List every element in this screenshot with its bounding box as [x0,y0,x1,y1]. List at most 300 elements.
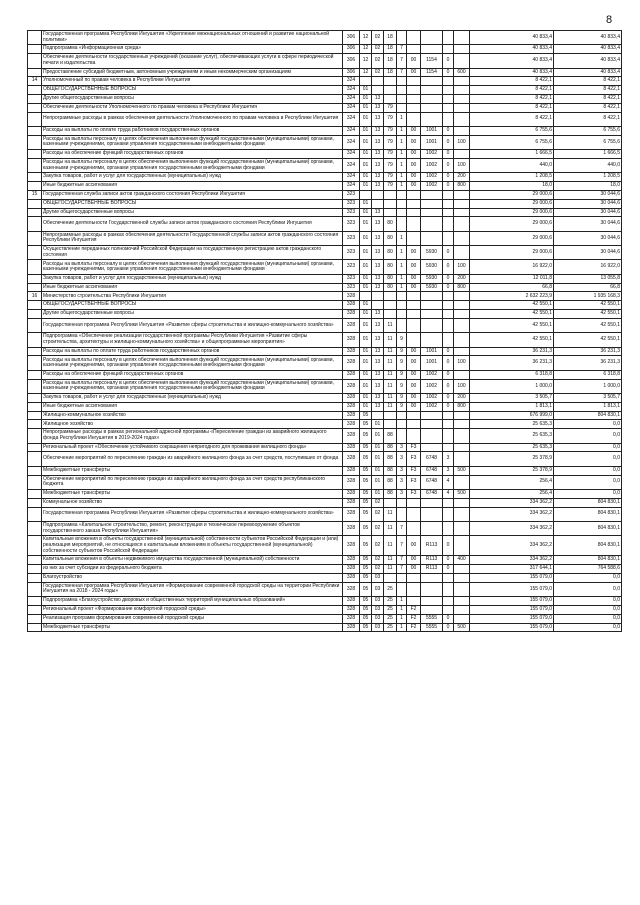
code-subprogram: 3 [397,452,407,466]
code-program: 11 [384,356,397,370]
row-number [28,565,42,574]
code-direction: 5555 [421,623,443,632]
code-event: 00 [407,182,421,191]
amount-year-2: 1 000,0 [554,379,622,393]
code-program: 80 [384,231,397,245]
code-ministry: 328 [343,565,360,574]
amount-year-1: 334 362,2 [470,536,554,556]
code-event: F2 [407,614,421,623]
budget-table-body [28,31,622,632]
code-subsection: 13 [372,246,384,260]
code-direction-suffix [443,443,454,452]
code-ministry: 306 [343,45,360,54]
code-expense-type: 100 [454,356,470,370]
code-direction-suffix: 0 [443,126,454,135]
code-section: 01 [360,246,372,260]
code-section: 12 [360,31,372,45]
code-event: F3 [407,466,421,475]
code-ministry: 328 [343,420,360,429]
code-ministry: 328 [343,301,360,310]
code-direction-suffix [443,429,454,443]
amount-year-2: 0,0 [554,614,622,623]
amount-year-1: 42 550,1 [470,301,554,310]
code-program: 80 [384,246,397,260]
code-ministry: 323 [343,274,360,283]
code-direction [421,217,443,231]
code-ministry: 328 [343,379,360,393]
code-program [384,77,397,86]
amount-year-1: 29 000,6 [470,208,554,217]
code-section: 05 [360,507,372,521]
code-direction-suffix [443,301,454,310]
code-subsection [372,190,384,199]
code-direction [421,231,443,245]
row-description: Непрограммные расходы в рамках обеспечения деятельности Государственной службы записи актов гражданского состояния Республики Ингушетия [42,231,343,245]
code-subsection [372,292,384,301]
code-subprogram: 1 [397,597,407,606]
code-direction: 5930 [421,260,443,274]
code-ministry: 323 [343,199,360,208]
code-event: 00 [407,565,421,574]
code-subsection: 02 [372,498,384,507]
code-section: 01 [360,356,372,370]
table-row [28,301,622,310]
code-expense-type [454,411,470,420]
code-ministry: 328 [343,466,360,475]
code-direction [421,318,443,332]
code-direction-suffix: 0 [443,356,454,370]
code-section: 01 [360,86,372,95]
amount-year-1: 6 755,6 [470,126,554,135]
code-event: 00 [407,126,421,135]
amount-year-2: 0,0 [554,475,622,489]
code-ministry: 328 [343,292,360,301]
amount-year-2: 804 830,1 [554,521,622,535]
amount-year-2: 0,0 [554,443,622,452]
amount-year-1: 1 666,5 [470,150,554,159]
table-row [28,536,622,556]
code-ministry: 324 [343,158,360,172]
code-expense-type: 100 [454,158,470,172]
amount-year-2: 804 830,1 [554,536,622,556]
code-section [360,77,372,86]
code-expense-type [454,190,470,199]
code-event [407,208,421,217]
row-description: Министерство строительства Республики Ингушетия [42,292,343,301]
code-section: 05 [360,420,372,429]
code-expense-type [454,597,470,606]
row-number: 16 [28,292,42,301]
row-number [28,605,42,614]
row-description: Расходы на выплаты по оплате труда работников государственных органов [42,126,343,135]
code-direction-suffix [443,103,454,112]
code-expense-type [454,310,470,319]
code-ministry: 324 [343,94,360,103]
code-section: 05 [360,521,372,535]
code-ministry: 328 [343,507,360,521]
code-direction: 1001 [421,347,443,356]
code-direction-suffix [443,190,454,199]
row-number [28,103,42,112]
row-number [28,452,42,466]
code-program: 88 [384,452,397,466]
row-number: 15 [28,190,42,199]
code-subsection: 02 [372,68,384,77]
amount-year-1: 334 362,2 [470,556,554,565]
code-direction-suffix [443,112,454,126]
code-subsection: 13 [372,260,384,274]
row-number [28,112,42,126]
code-program [384,292,397,301]
code-subprogram: 9 [397,333,407,347]
code-expense-type [454,573,470,582]
code-direction [421,112,443,126]
row-number [28,573,42,582]
amount-year-2: 1 813,1 [554,402,622,411]
row-description: Предоставление субсидий бюджетным, автономным учреждениям и иным некоммерческим организациям [42,68,343,77]
amount-year-2: 42 550,1 [554,318,622,332]
code-ministry: 328 [343,623,360,632]
code-subprogram [397,208,407,217]
code-section: 01 [360,173,372,182]
code-direction-suffix [443,310,454,319]
code-subsection: 13 [372,347,384,356]
code-event: 00 [407,173,421,182]
table-row [28,443,622,452]
code-subsection: 13 [372,173,384,182]
amount-year-1: 155 079,0 [470,597,554,606]
code-expense-type: 200 [454,274,470,283]
code-expense-type [454,54,470,68]
table-row [28,45,622,54]
row-description: Непрограммные расходы в рамках региональной адресной программы «Переселение граждан из аварийного жилищного фонда Республики Ингушетия в 2019-2024 годах» [42,429,343,443]
row-description: Обеспечение мероприятий по переселению граждан из аварийного жилищного фонда за счет средств республиканского бюджета [42,475,343,489]
code-event [407,507,421,521]
code-subprogram: 1 [397,112,407,126]
code-ministry: 328 [343,597,360,606]
code-direction [421,103,443,112]
code-subprogram: 7 [397,68,407,77]
code-expense-type: 100 [454,379,470,393]
code-direction-suffix [443,45,454,54]
code-direction [421,443,443,452]
row-description: Расходы на выплаты персоналу в целях обеспечения выполнения функций государственными (муниципальными) органами, казенными учреждениями, органами управления государственными внебюджетными фондами [42,356,343,370]
code-ministry: 324 [343,112,360,126]
amount-year-1: 8 422,1 [470,86,554,95]
row-number [28,310,42,319]
code-ministry: 306 [343,54,360,68]
amount-year-1: 1 208,5 [470,173,554,182]
code-expense-type [454,94,470,103]
row-number [28,158,42,172]
code-direction-suffix: 0 [443,158,454,172]
amount-year-2: 1 666,5 [554,150,622,159]
code-subsection: 13 [372,402,384,411]
code-direction-suffix: 0 [443,135,454,149]
code-section: 05 [360,623,372,632]
table-row [28,379,622,393]
code-direction-suffix [443,420,454,429]
code-program [384,498,397,507]
code-event [407,411,421,420]
code-direction [421,190,443,199]
amount-year-1: 36 231,3 [470,347,554,356]
code-direction: 6748 [421,475,443,489]
code-direction-suffix: 4 [443,489,454,498]
row-description: Коммунальное хозяйство [42,498,343,507]
code-ministry: 328 [343,536,360,556]
code-subprogram: 3 [397,475,407,489]
code-subprogram: 1 [397,614,407,623]
code-ministry: 328 [343,605,360,614]
row-description: Подпрограмма «Обеспечение реализации государственной программы Республики Ингушетия «Развитие сферы строительства, архитектуры и жилищно-коммунального хозяйства» и общепрограммные мероприятия» [42,333,343,347]
code-direction-suffix: 0 [443,347,454,356]
code-section: 01 [360,301,372,310]
code-expense-type [454,614,470,623]
row-description: Региональный проект «Формирование комфортной городской среды» [42,605,343,614]
code-expense-type [454,45,470,54]
code-subsection: 03 [372,605,384,614]
amount-year-1: 8 422,1 [470,103,554,112]
code-expense-type [454,498,470,507]
code-direction [421,411,443,420]
row-number [28,623,42,632]
code-subprogram [397,77,407,86]
code-ministry: 324 [343,77,360,86]
row-description: Закупка товаров, работ и услуг для государственных (муниципальных) нужд [42,274,343,283]
code-event: 00 [407,158,421,172]
code-program: 11 [384,347,397,356]
code-direction: 1002 [421,173,443,182]
code-ministry: 324 [343,173,360,182]
code-event: F2 [407,605,421,614]
amount-year-1: 40 833,4 [470,45,554,54]
code-program: 18 [384,45,397,54]
code-program [384,420,397,429]
code-direction-suffix: 0 [443,173,454,182]
code-program: 18 [384,31,397,45]
amount-year-2: 40 833,4 [554,68,622,77]
row-description: Межбюджетные трансферты [42,466,343,475]
row-number [28,394,42,403]
code-ministry: 324 [343,86,360,95]
row-description: Уполномоченный по правам человека в Республике Ингушетия [42,77,343,86]
code-program: 11 [384,402,397,411]
amount-year-1: 18,0 [470,182,554,191]
code-expense-type [454,536,470,556]
code-subprogram: 7 [397,45,407,54]
code-program [384,190,397,199]
amount-year-1: 29 000,6 [470,190,554,199]
code-subsection: 02 [372,556,384,565]
code-subprogram: 1 [397,150,407,159]
amount-year-2: 0,0 [554,573,622,582]
code-event [407,582,421,596]
code-subsection: 03 [372,573,384,582]
amount-year-2: 8 422,1 [554,112,622,126]
row-description: Обеспечение деятельности Государственной службы записи актов гражданского состояния Республики Ингушетия [42,217,343,231]
code-event [407,573,421,582]
table-row [28,347,622,356]
code-subsection: 01 [372,429,384,443]
code-section: 01 [360,394,372,403]
code-section: 05 [360,536,372,556]
code-ministry: 324 [343,150,360,159]
table-row [28,411,622,420]
code-subsection: 02 [372,31,384,45]
code-direction-suffix [443,605,454,614]
code-direction [421,573,443,582]
code-expense-type [454,31,470,45]
code-direction-suffix: 4 [443,475,454,489]
code-ministry: 328 [343,521,360,535]
amount-year-2: 0,0 [554,420,622,429]
code-ministry: 324 [343,103,360,112]
amount-year-2: 440,0 [554,158,622,172]
row-description: Осуществление переданных полномочий Российской Федерации на государственную регистрацию актов гражданского состояния [42,246,343,260]
code-direction [421,420,443,429]
code-program: 79 [384,150,397,159]
code-subsection: 13 [372,318,384,332]
row-number [28,199,42,208]
code-subsection: 13 [372,158,384,172]
code-event: 00 [407,379,421,393]
row-number [28,333,42,347]
code-expense-type [454,370,470,379]
row-number [28,274,42,283]
code-subprogram: 9 [397,370,407,379]
amount-year-2: 0,0 [554,466,622,475]
code-expense-type [454,420,470,429]
code-expense-type [454,231,470,245]
amount-year-2: 42 550,1 [554,333,622,347]
code-direction-suffix: 3 [443,452,454,466]
code-direction: 1001 [421,135,443,149]
code-program [384,86,397,95]
code-direction: 1002 [421,394,443,403]
code-direction [421,31,443,45]
code-event [407,498,421,507]
table-row [28,182,622,191]
code-section: 01 [360,208,372,217]
code-ministry: 323 [343,246,360,260]
code-program: 18 [384,54,397,68]
code-ministry: 323 [343,217,360,231]
code-expense-type [454,199,470,208]
code-section: 05 [360,573,372,582]
code-subprogram: 1 [397,623,407,632]
code-subsection: 13 [372,333,384,347]
code-subsection: 13 [372,394,384,403]
code-ministry: 328 [343,411,360,420]
code-subprogram: 7 [397,536,407,556]
row-description: Подпрограмма «Благоустройство дворовых и общественных территорий муниципальных образований» [42,597,343,606]
code-direction: R113 [421,565,443,574]
row-description: Капитальные вложения в объекты государственной (муниципальной) собственности субъектов Российской Федерации и (или) реализация мероприятий, не относящихся к капитальным вложениям в объекты государственной (муниципальной) собственности субъектов Российской Федерации [42,536,343,556]
amount-year-1: 29 000,6 [470,231,554,245]
row-description: Жилищное хозяйство [42,420,343,429]
code-program [384,94,397,103]
row-number [28,68,42,77]
code-direction: R113 [421,536,443,556]
table-row [28,292,622,301]
code-program: 80 [384,283,397,292]
code-subsection [372,411,384,420]
row-number [28,536,42,556]
amount-year-1: 25 378,9 [470,466,554,475]
code-subsection: 02 [372,45,384,54]
table-row [28,582,622,596]
code-section: 01 [360,158,372,172]
code-program: 79 [384,126,397,135]
code-event [407,86,421,95]
table-row [28,394,622,403]
code-direction [421,94,443,103]
table-row [28,489,622,498]
code-ministry: 328 [343,614,360,623]
code-section: 05 [360,556,372,565]
code-direction [421,429,443,443]
code-event: 00 [407,246,421,260]
code-ministry: 328 [343,318,360,332]
row-number [28,173,42,182]
code-event: F3 [407,475,421,489]
code-program: 88 [384,429,397,443]
code-subsection: 13 [372,356,384,370]
code-subsection: 02 [372,536,384,556]
code-subprogram [397,420,407,429]
code-direction-suffix: 0 [443,54,454,68]
row-number [28,86,42,95]
amount-year-2: 3 505,7 [554,394,622,403]
code-event: 00 [407,283,421,292]
code-subsection: 01 [372,489,384,498]
code-program [384,310,397,319]
code-subsection: 13 [372,283,384,292]
code-ministry: 328 [343,498,360,507]
code-direction-suffix: 0 [443,556,454,565]
code-subprogram: 1 [397,605,407,614]
row-description: Государственная служба записи актов гражданского состояния Республики Ингушетия [42,190,343,199]
table-row [28,507,622,521]
row-number [28,54,42,68]
code-subprogram [397,31,407,45]
code-subsection: 13 [372,231,384,245]
row-description: Закупка товаров, работ и услуг для государственных (муниципальных) нужд [42,173,343,182]
code-program: 11 [384,333,397,347]
code-subprogram: 7 [397,521,407,535]
code-subsection: 13 [372,94,384,103]
code-direction-suffix [443,199,454,208]
code-subsection: 13 [372,150,384,159]
code-program [384,301,397,310]
amount-year-2: 13 055,8 [554,274,622,283]
code-direction-suffix: 0 [443,274,454,283]
code-program: 88 [384,466,397,475]
code-ministry: 328 [343,573,360,582]
code-event: 00 [407,150,421,159]
code-subprogram: 1 [397,158,407,172]
code-ministry: 324 [343,135,360,149]
code-event [407,112,421,126]
amount-year-1: 1 000,0 [470,379,554,393]
amount-year-2: 6 318,8 [554,370,622,379]
row-number [28,498,42,507]
row-number [28,135,42,149]
code-expense-type [454,333,470,347]
amount-year-1: 12 011,8 [470,274,554,283]
code-program: 88 [384,489,397,498]
